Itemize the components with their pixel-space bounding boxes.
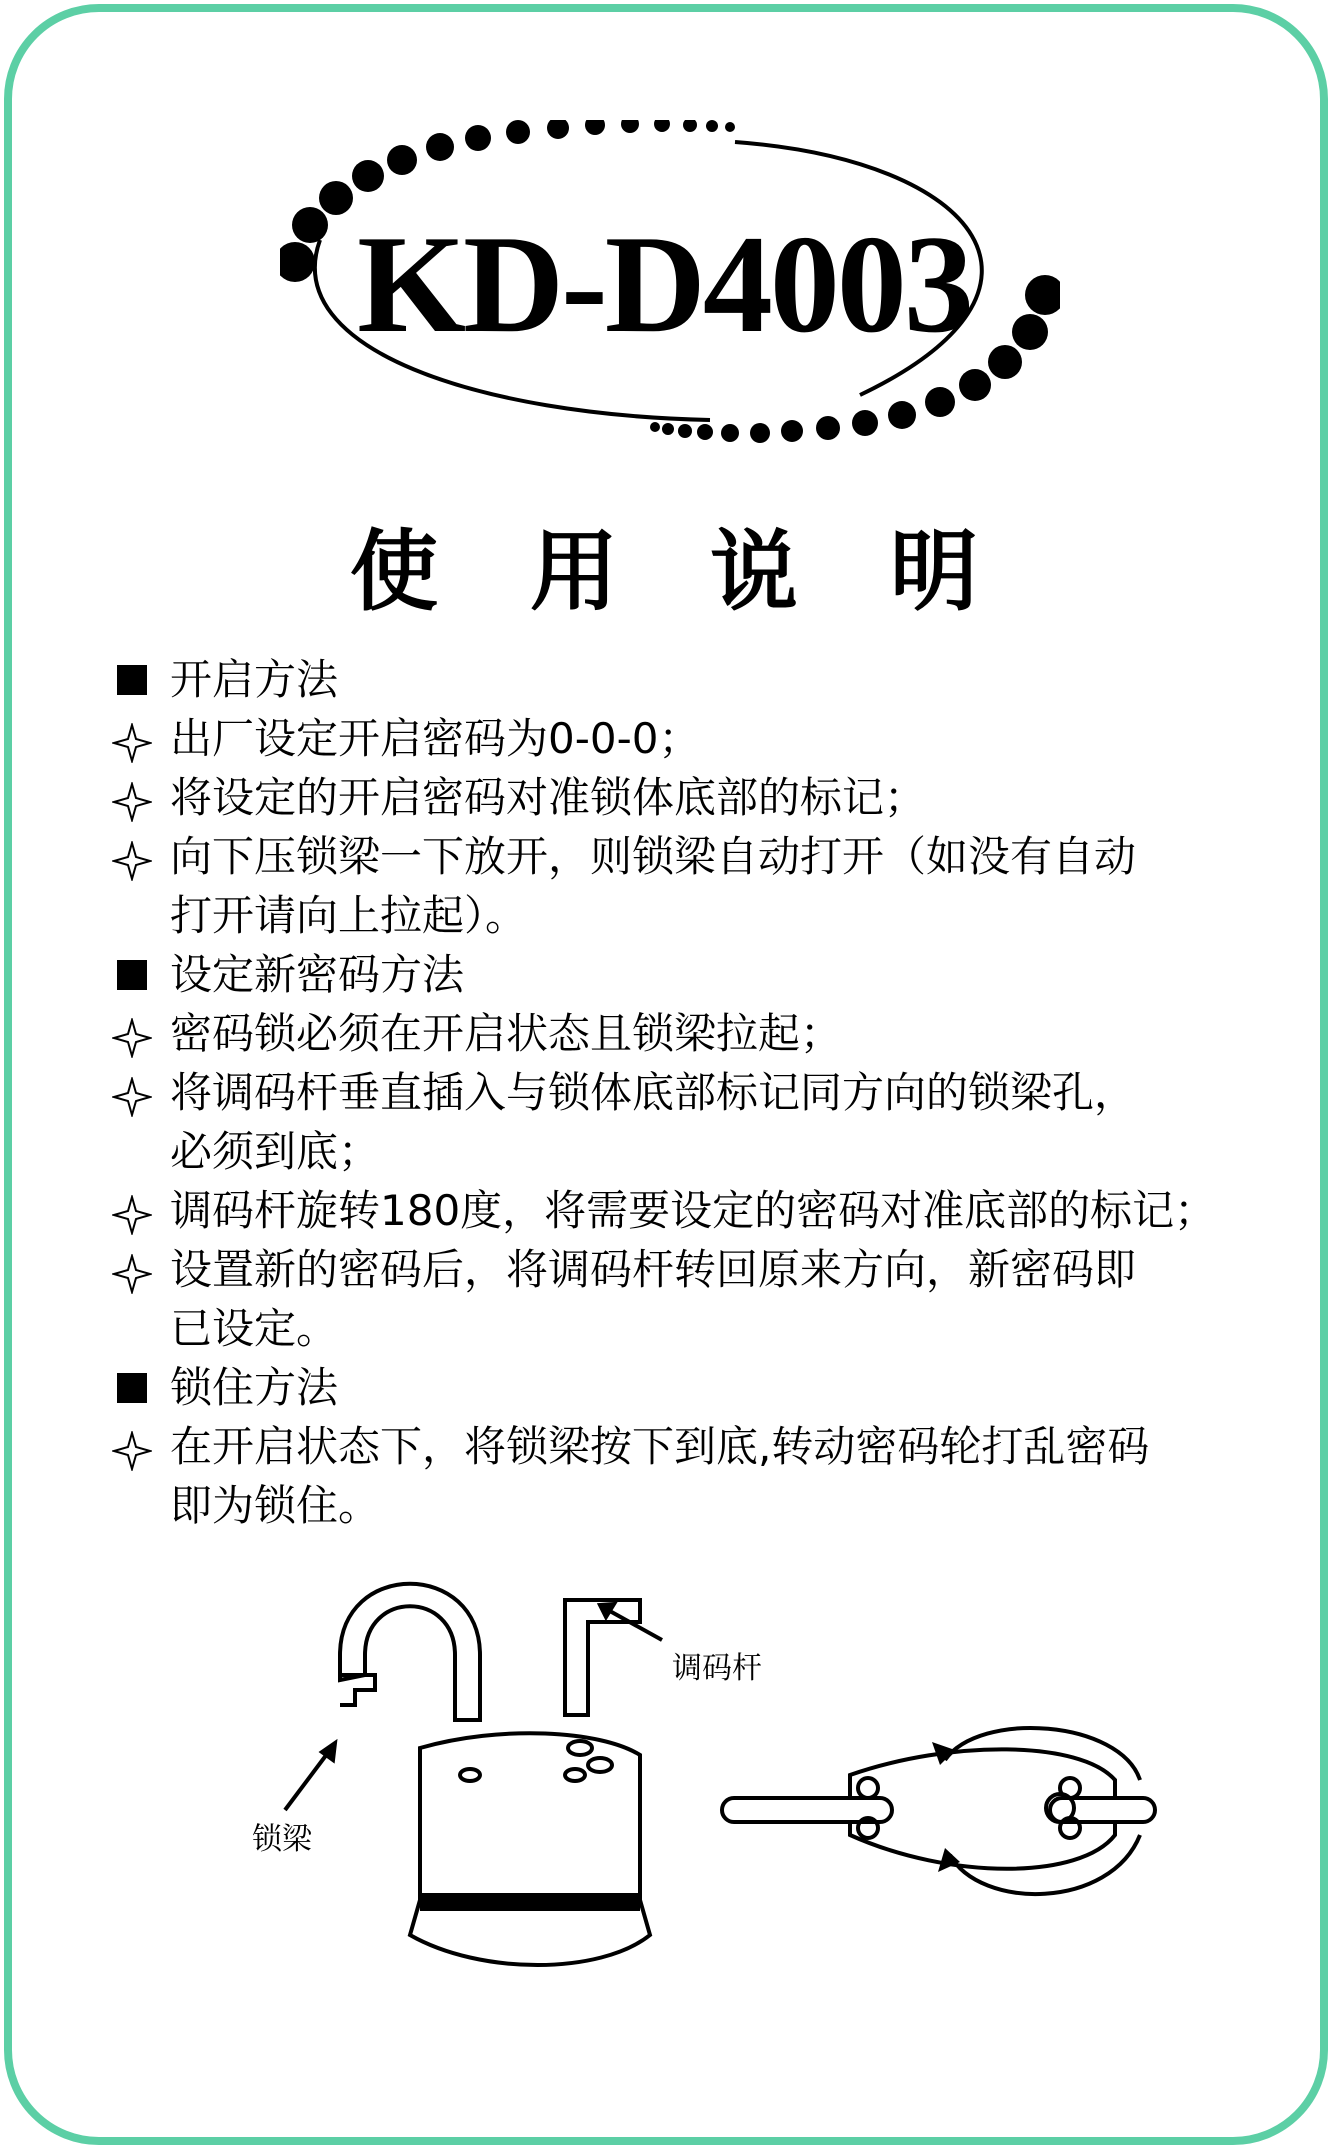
four-point-star-icon bbox=[110, 1417, 160, 1476]
black-square-icon bbox=[110, 945, 160, 1004]
instruction-item bbox=[110, 1299, 1240, 1358]
instruction-text: 在开启状态下，将锁梁按下到底,转动密码轮打乱密码 bbox=[170, 1422, 1150, 1471]
key-rod-label: 调码杆 bbox=[672, 1651, 762, 1686]
instruction-item bbox=[110, 1004, 1240, 1063]
shackle-label: 锁梁 bbox=[252, 1822, 312, 1857]
instruction-item bbox=[110, 1122, 1240, 1181]
black-square-icon bbox=[110, 1358, 160, 1417]
instruction-text: 设置新的密码后，将调码杆转回原来方向，新密码即 bbox=[170, 1245, 1137, 1294]
instruction-text: 即为锁住。 bbox=[170, 1481, 381, 1530]
instruction-text: 将调码杆垂直插入与锁体底部标记同方向的锁梁孔， bbox=[170, 1068, 1137, 1117]
instructions bbox=[110, 650, 1240, 1535]
four-point-star-icon bbox=[110, 1240, 160, 1299]
instruction-text: 调码杆旋转180度，将需要设定的密码对准底部的标记； bbox=[170, 1186, 1217, 1235]
heading-text: 设定新密码方法 bbox=[170, 950, 465, 999]
instruction-text: 出厂设定开启密码为0-0-0； bbox=[170, 714, 701, 763]
page-title: 使用说明 bbox=[349, 520, 1070, 623]
section-heading bbox=[110, 1358, 1240, 1417]
four-point-star-icon bbox=[110, 1181, 160, 1240]
four-point-star-icon bbox=[110, 827, 160, 886]
instruction-item bbox=[110, 1476, 1240, 1535]
instruction-text: 将设定的开启密码对准锁体底部的标记； bbox=[170, 773, 927, 822]
instruction-item bbox=[110, 768, 1240, 827]
model-number: KD-D4003 bbox=[357, 207, 971, 362]
black-square-icon bbox=[110, 650, 160, 709]
instruction-item bbox=[110, 1240, 1240, 1299]
instruction-text: 必须到底； bbox=[170, 1127, 381, 1176]
padlock-illustration bbox=[0, 1580, 1328, 1980]
four-point-star-icon bbox=[110, 768, 160, 827]
instruction-item bbox=[110, 1417, 1240, 1476]
instruction-text: 打开请向上拉起）。 bbox=[170, 891, 528, 940]
instruction-item bbox=[110, 886, 1240, 945]
instruction-item bbox=[110, 827, 1240, 886]
instruction-text: 已设定。 bbox=[170, 1304, 339, 1353]
section-heading bbox=[110, 650, 1240, 709]
instruction-text: 向下压锁梁一下放开，则锁梁自动打开（如没有自动 bbox=[170, 832, 1137, 881]
heading-text: 锁住方法 bbox=[170, 1363, 339, 1412]
heading-text: 开启方法 bbox=[170, 655, 339, 704]
instruction-item bbox=[110, 1063, 1240, 1122]
instruction-item bbox=[110, 709, 1240, 768]
instruction-text: 密码锁必须在开启状态且锁梁拉起； bbox=[170, 1009, 843, 1058]
four-point-star-icon bbox=[110, 709, 160, 768]
four-point-star-icon bbox=[110, 1004, 160, 1063]
instruction-item bbox=[110, 1181, 1240, 1240]
section-heading bbox=[110, 945, 1240, 1004]
four-point-star-icon bbox=[110, 1063, 160, 1122]
